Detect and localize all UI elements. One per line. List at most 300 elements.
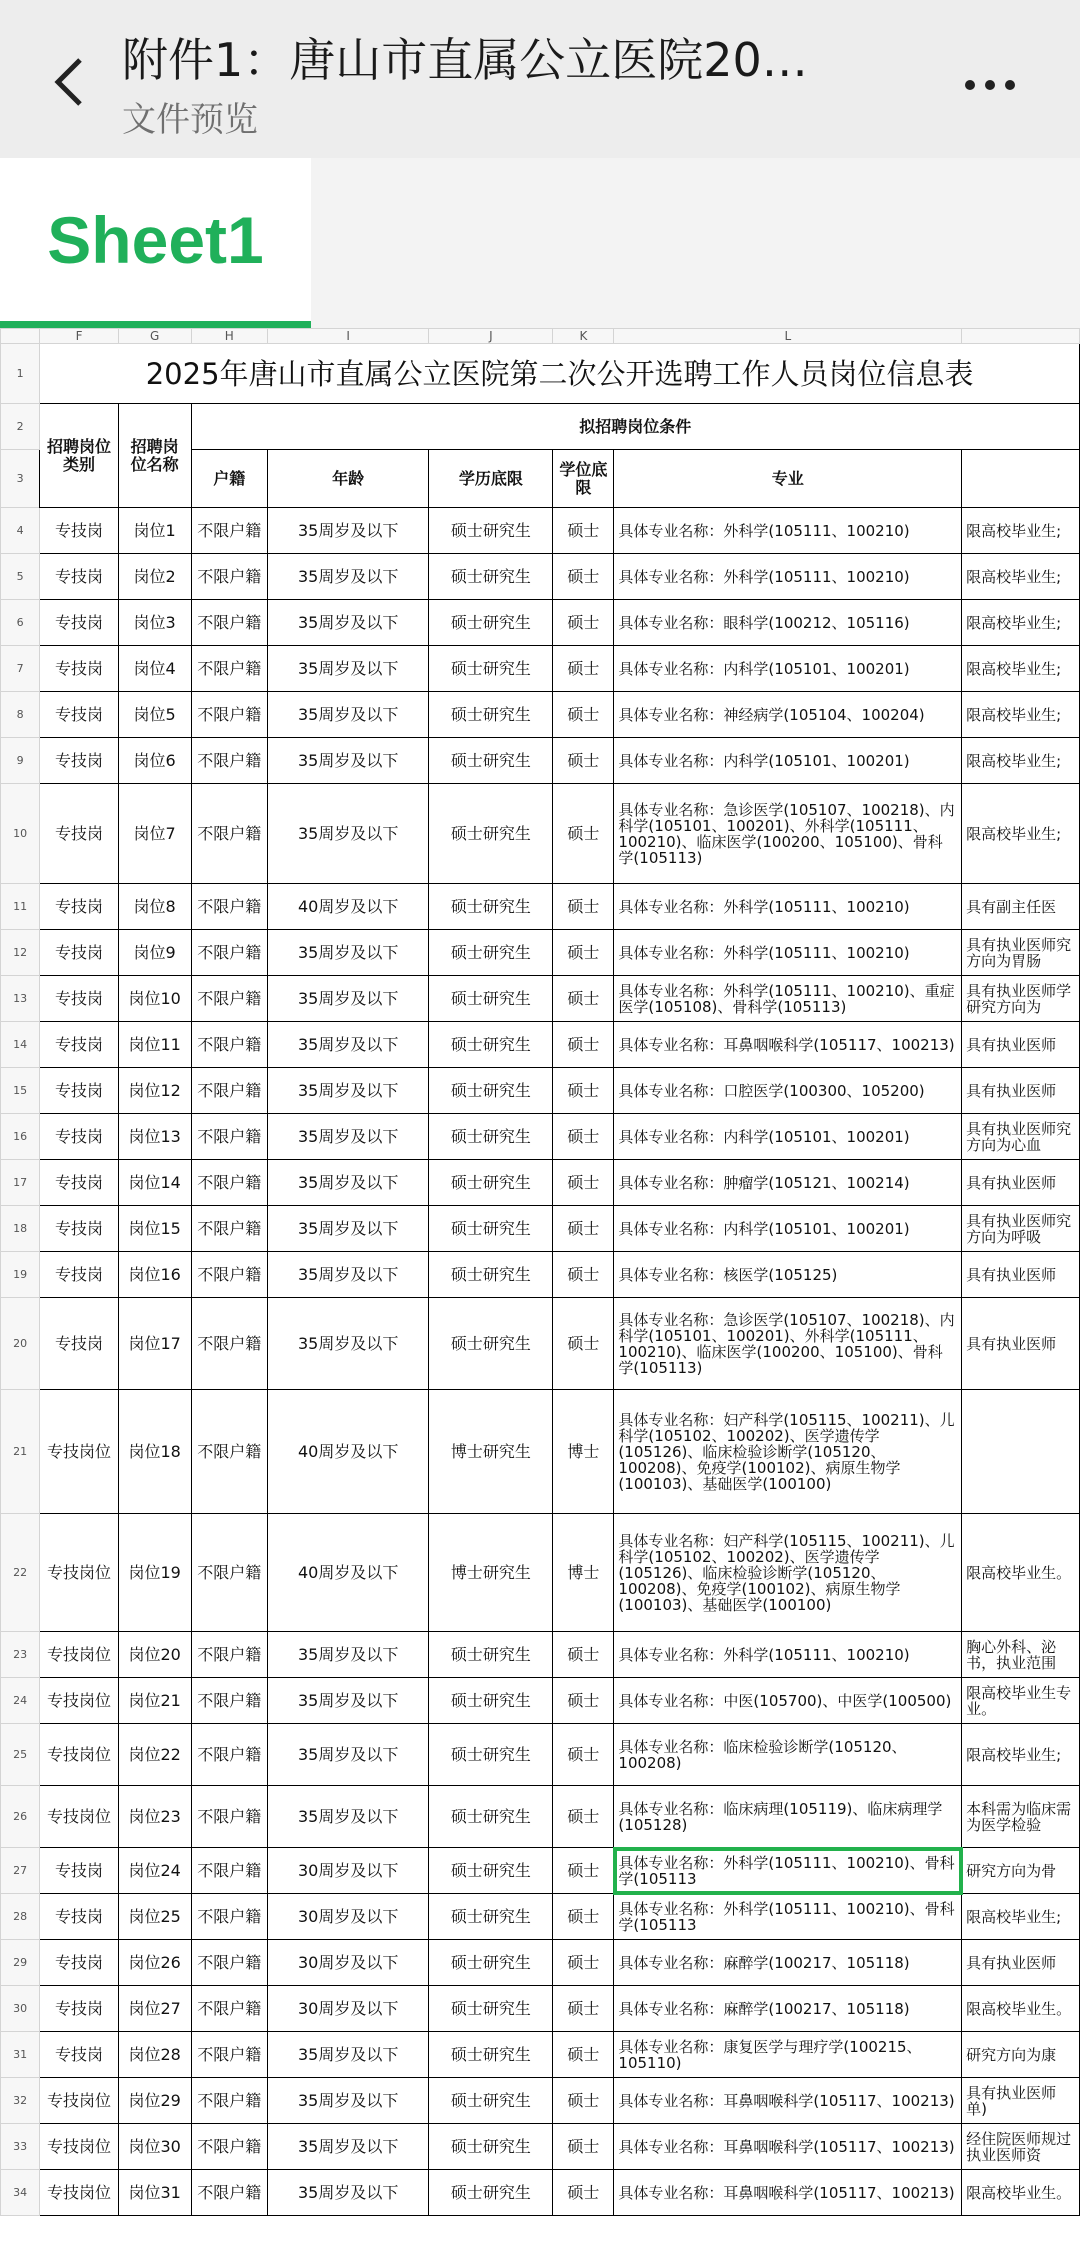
cell-post-name[interactable]: 岗位23: [118, 1786, 191, 1848]
cell-category[interactable]: 专技岗: [40, 884, 118, 930]
cell-education[interactable]: 博士研究生: [429, 1514, 553, 1632]
cell-major[interactable]: 具体专业名称：麻醉学(100217、105118): [614, 1940, 962, 1986]
cell-education[interactable]: 硕士研究生: [429, 508, 553, 554]
cell-post-name[interactable]: 岗位6: [118, 738, 191, 784]
cell-category[interactable]: 专技岗: [40, 600, 118, 646]
cell-residence[interactable]: 不限户籍: [191, 1786, 268, 1848]
cell-other[interactable]: 限高校毕业生;: [962, 508, 1080, 554]
cell-degree[interactable]: 硕士: [553, 738, 614, 784]
cell-residence[interactable]: 不限户籍: [191, 1252, 268, 1298]
row-number[interactable]: 10: [1, 784, 40, 884]
cell-degree[interactable]: 硕士: [553, 1252, 614, 1298]
cell-age[interactable]: 35周岁及以下: [268, 930, 429, 976]
cell-category[interactable]: 专技岗: [40, 646, 118, 692]
column-letter[interactable]: I: [268, 329, 429, 344]
row-number[interactable]: 34: [1, 2170, 40, 2216]
cell-education[interactable]: 硕士研究生: [429, 1114, 553, 1160]
cell-post-name[interactable]: 岗位30: [118, 2124, 191, 2170]
row-number[interactable]: 25: [1, 1724, 40, 1786]
cell-residence[interactable]: 不限户籍: [191, 646, 268, 692]
row-number[interactable]: 26: [1, 1786, 40, 1848]
cell-degree[interactable]: 硕士: [553, 2078, 614, 2124]
cell-category[interactable]: 专技岗位: [40, 2170, 118, 2216]
cell-age[interactable]: 35周岁及以下: [268, 692, 429, 738]
header-degree[interactable]: 学位底限: [553, 450, 614, 508]
header-post-name[interactable]: 招聘岗位名称: [118, 404, 191, 508]
row-number[interactable]: 19: [1, 1252, 40, 1298]
cell-major[interactable]: 具体专业名称：神经病学(105104、100204): [614, 692, 962, 738]
cell-degree[interactable]: 硕士: [553, 930, 614, 976]
spreadsheet-area[interactable]: [0, 328, 1080, 2250]
row-number[interactable]: 9: [1, 738, 40, 784]
cell-age[interactable]: 30周岁及以下: [268, 1894, 429, 1940]
cell-post-name[interactable]: 岗位14: [118, 1160, 191, 1206]
cell-major[interactable]: 具体专业名称：外科学(105111、100210): [614, 554, 962, 600]
cell-degree[interactable]: 硕士: [553, 1940, 614, 1986]
column-letter[interactable]: L: [614, 329, 962, 344]
cell-other[interactable]: 限高校毕业生;: [962, 600, 1080, 646]
cell-education[interactable]: 硕士研究生: [429, 1252, 553, 1298]
cell-major[interactable]: 具体专业名称：耳鼻咽喉科学(105117、100213): [614, 2170, 962, 2216]
cell-other[interactable]: 限高校毕业生;: [962, 1894, 1080, 1940]
cell-other[interactable]: 限高校毕业生;: [962, 784, 1080, 884]
back-arrow-icon[interactable]: [40, 52, 100, 112]
header-major[interactable]: 专业: [614, 450, 962, 508]
cell-age[interactable]: 30周岁及以下: [268, 1986, 429, 2032]
row-number[interactable]: 6: [1, 600, 40, 646]
cell-age[interactable]: 35周岁及以下: [268, 1022, 429, 1068]
cell-age[interactable]: 35周岁及以下: [268, 1252, 429, 1298]
cell-post-name[interactable]: 岗位1: [118, 508, 191, 554]
cell-major[interactable]: 具体专业名称：妇产科学(105115、100211)、儿科学(105102、100202)、医学遗传学(105126)、临床检验诊断学(105120、100208)、免疫学(100102)、病原生物学(100103)、基础医学(100100): [614, 1390, 962, 1514]
cell-other[interactable]: 限高校毕业生。: [962, 1514, 1080, 1632]
cell-other[interactable]: 限高校毕业生;: [962, 738, 1080, 784]
row-number[interactable]: 30: [1, 1986, 40, 2032]
cell-degree[interactable]: 硕士: [553, 1678, 614, 1724]
cell-education[interactable]: 硕士研究生: [429, 784, 553, 884]
header-residence[interactable]: 户籍: [191, 450, 268, 508]
cell-degree[interactable]: 硕士: [553, 646, 614, 692]
cell-age[interactable]: 35周岁及以下: [268, 1724, 429, 1786]
cell-degree[interactable]: 硕士: [553, 692, 614, 738]
row-number[interactable]: 17: [1, 1160, 40, 1206]
cell-post-name[interactable]: 岗位19: [118, 1514, 191, 1632]
cell-degree[interactable]: 博士: [553, 1514, 614, 1632]
row-number[interactable]: 22: [1, 1514, 40, 1632]
cell-degree[interactable]: 硕士: [553, 1786, 614, 1848]
column-letter[interactable]: K: [553, 329, 614, 344]
cell-major[interactable]: 具体专业名称：耳鼻咽喉科学(105117、100213): [614, 1022, 962, 1068]
cell-education[interactable]: 硕士研究生: [429, 1786, 553, 1848]
cell-major[interactable]: 具体专业名称：内科学(105101、100201): [614, 646, 962, 692]
cell-education[interactable]: 硕士研究生: [429, 1160, 553, 1206]
cell-residence[interactable]: 不限户籍: [191, 1514, 268, 1632]
cell-major[interactable]: 具体专业名称：眼科学(100212、105116): [614, 600, 962, 646]
row-number[interactable]: 8: [1, 692, 40, 738]
cell-major[interactable]: 具体专业名称：外科学(105111、100210)、骨科学(105113: [614, 1848, 962, 1894]
row-number[interactable]: 13: [1, 976, 40, 1022]
cell-other[interactable]: 具有副主任医: [962, 884, 1080, 930]
cell-degree[interactable]: 硕士: [553, 1114, 614, 1160]
cell-residence[interactable]: 不限户籍: [191, 1848, 268, 1894]
cell-post-name[interactable]: 岗位25: [118, 1894, 191, 1940]
cell-education[interactable]: 硕士研究生: [429, 2078, 553, 2124]
cell-major[interactable]: 具体专业名称：麻醉学(100217、105118): [614, 1986, 962, 2032]
row-number[interactable]: 33: [1, 2124, 40, 2170]
row-number[interactable]: 4: [1, 508, 40, 554]
cell-education[interactable]: 硕士研究生: [429, 1068, 553, 1114]
cell-post-name[interactable]: 岗位10: [118, 976, 191, 1022]
cell-education[interactable]: 硕士研究生: [429, 1298, 553, 1390]
cell-major[interactable]: 具体专业名称：康复医学与理疗学(100215、105110): [614, 2032, 962, 2078]
cell-age[interactable]: 40周岁及以下: [268, 1390, 429, 1514]
cell-degree[interactable]: 硕士: [553, 1848, 614, 1894]
cell-degree[interactable]: 硕士: [553, 600, 614, 646]
cell-category[interactable]: 专技岗: [40, 1252, 118, 1298]
cell-major[interactable]: 具体专业名称：外科学(105111、100210): [614, 1632, 962, 1678]
cell-age[interactable]: 40周岁及以下: [268, 884, 429, 930]
cell-other[interactable]: 限高校毕业生;: [962, 554, 1080, 600]
cell-education[interactable]: 硕士研究生: [429, 2032, 553, 2078]
header-age[interactable]: 年龄: [268, 450, 429, 508]
tab-sheet1[interactable]: [0, 158, 311, 324]
column-letter[interactable]: F: [40, 329, 118, 344]
cell-education[interactable]: 硕士研究生: [429, 976, 553, 1022]
cell-education[interactable]: 硕士研究生: [429, 692, 553, 738]
cell-residence[interactable]: 不限户籍: [191, 1298, 268, 1390]
cell-residence[interactable]: 不限户籍: [191, 1986, 268, 2032]
cell-major[interactable]: 具体专业名称：肿瘤学(105121、100214): [614, 1160, 962, 1206]
row-number[interactable]: 31: [1, 2032, 40, 2078]
more-dots-icon[interactable]: [960, 70, 1020, 100]
cell-residence[interactable]: 不限户籍: [191, 2124, 268, 2170]
cell-degree[interactable]: 硕士: [553, 1894, 614, 1940]
cell-major[interactable]: 具体专业名称：急诊医学(105107、100218)、内科学(105101、100201)、外科学(105111、100210)、临床医学(100200、105100)、骨科学(105113): [614, 784, 962, 884]
cell-education[interactable]: 硕士研究生: [429, 738, 553, 784]
cell-degree[interactable]: 硕士: [553, 1298, 614, 1390]
cell-other[interactable]: 具有执业医师: [962, 1068, 1080, 1114]
cell-education[interactable]: 硕士研究生: [429, 1724, 553, 1786]
cell-post-name[interactable]: 岗位9: [118, 930, 191, 976]
cell-degree[interactable]: 硕士: [553, 2124, 614, 2170]
cell-residence[interactable]: 不限户籍: [191, 1206, 268, 1252]
cell-other[interactable]: 研究方向为康: [962, 2032, 1080, 2078]
cell-residence[interactable]: 不限户籍: [191, 1068, 268, 1114]
cell-other[interactable]: 具有执业医师: [962, 1252, 1080, 1298]
cell-age[interactable]: 30周岁及以下: [268, 1940, 429, 1986]
cell-residence[interactable]: 不限户籍: [191, 1724, 268, 1786]
row-number[interactable]: 2: [1, 404, 40, 450]
cell-education[interactable]: 硕士研究生: [429, 1940, 553, 1986]
cell-post-name[interactable]: 岗位28: [118, 2032, 191, 2078]
cell-category[interactable]: 专技岗位: [40, 1390, 118, 1514]
cell-other[interactable]: 限高校毕业生。: [962, 2170, 1080, 2216]
cell-category[interactable]: 专技岗: [40, 930, 118, 976]
cell-age[interactable]: 35周岁及以下: [268, 976, 429, 1022]
cell-post-name[interactable]: 岗位13: [118, 1114, 191, 1160]
cell-category[interactable]: 专技岗位: [40, 2078, 118, 2124]
cell-age[interactable]: 35周岁及以下: [268, 600, 429, 646]
header-other[interactable]: [962, 450, 1080, 508]
cell-category[interactable]: 专技岗: [40, 554, 118, 600]
cell-education[interactable]: 硕士研究生: [429, 1848, 553, 1894]
row-number[interactable]: 7: [1, 646, 40, 692]
row-number[interactable]: 28: [1, 1894, 40, 1940]
cell-post-name[interactable]: 岗位4: [118, 646, 191, 692]
cell-age[interactable]: 35周岁及以下: [268, 1786, 429, 1848]
header-category[interactable]: 招聘岗位类别: [40, 404, 118, 508]
row-number[interactable]: 24: [1, 1678, 40, 1724]
cell-post-name[interactable]: 岗位16: [118, 1252, 191, 1298]
cell-education[interactable]: 硕士研究生: [429, 884, 553, 930]
row-number[interactable]: 23: [1, 1632, 40, 1678]
cell-age[interactable]: 35周岁及以下: [268, 2078, 429, 2124]
cell-post-name[interactable]: 岗位21: [118, 1678, 191, 1724]
cell-degree[interactable]: 硕士: [553, 2032, 614, 2078]
cell-degree[interactable]: 硕士: [553, 1160, 614, 1206]
cell-category[interactable]: 专技岗: [40, 1986, 118, 2032]
cell-major[interactable]: 具体专业名称：核医学(105125): [614, 1252, 962, 1298]
cell-other[interactable]: [962, 1390, 1080, 1514]
cell-category[interactable]: 专技岗: [40, 692, 118, 738]
cell-category[interactable]: 专技岗位: [40, 1514, 118, 1632]
cell-category[interactable]: 专技岗位: [40, 1632, 118, 1678]
row-number[interactable]: 20: [1, 1298, 40, 1390]
cell-category[interactable]: 专技岗: [40, 1940, 118, 1986]
cell-post-name[interactable]: 岗位3: [118, 600, 191, 646]
cell-post-name[interactable]: 岗位29: [118, 2078, 191, 2124]
cell-category[interactable]: 专技岗位: [40, 1678, 118, 1724]
row-number[interactable]: 18: [1, 1206, 40, 1252]
sheet-title[interactable]: 2025年唐山市直属公立医院第二次公开选聘工作人员岗位信息表: [40, 344, 1080, 404]
cell-education[interactable]: 硕士研究生: [429, 2170, 553, 2216]
cell-residence[interactable]: 不限户籍: [191, 1160, 268, 1206]
cell-other[interactable]: 具有执业医师究方向为心血: [962, 1114, 1080, 1160]
cell-other[interactable]: 限高校毕业生。: [962, 1986, 1080, 2032]
cell-post-name[interactable]: 岗位17: [118, 1298, 191, 1390]
cell-category[interactable]: 专技岗: [40, 1068, 118, 1114]
row-number[interactable]: 11: [1, 884, 40, 930]
cell-degree[interactable]: 硕士: [553, 554, 614, 600]
cell-other[interactable]: 具有执业医师: [962, 1160, 1080, 1206]
row-number[interactable]: 15: [1, 1068, 40, 1114]
cell-other[interactable]: 具有执业医师: [962, 1940, 1080, 1986]
cell-other[interactable]: 具有执业医师单): [962, 2078, 1080, 2124]
cell-post-name[interactable]: 岗位2: [118, 554, 191, 600]
cell-post-name[interactable]: 岗位26: [118, 1940, 191, 1986]
cell-degree[interactable]: 硕士: [553, 1068, 614, 1114]
row-number[interactable]: 14: [1, 1022, 40, 1068]
cell-other[interactable]: 经住院医师规过执业医师资: [962, 2124, 1080, 2170]
cell-residence[interactable]: 不限户籍: [191, 1390, 268, 1514]
cell-age[interactable]: 30周岁及以下: [268, 1848, 429, 1894]
cell-education[interactable]: 博士研究生: [429, 1390, 553, 1514]
cell-other[interactable]: 限高校毕业生;: [962, 1724, 1080, 1786]
cell-post-name[interactable]: 岗位5: [118, 692, 191, 738]
cell-post-name[interactable]: 岗位11: [118, 1022, 191, 1068]
cell-category[interactable]: 专技岗: [40, 1206, 118, 1252]
cell-residence[interactable]: 不限户籍: [191, 508, 268, 554]
row-number[interactable]: 27: [1, 1848, 40, 1894]
cell-residence[interactable]: 不限户籍: [191, 600, 268, 646]
cell-major[interactable]: 具体专业名称：中医(105700)、中医学(100500): [614, 1678, 962, 1724]
cell-post-name[interactable]: 岗位20: [118, 1632, 191, 1678]
cell-residence[interactable]: 不限户籍: [191, 784, 268, 884]
cell-residence[interactable]: 不限户籍: [191, 554, 268, 600]
cell-category[interactable]: 专技岗位: [40, 1724, 118, 1786]
cell-major[interactable]: 具体专业名称：外科学(105111、100210): [614, 884, 962, 930]
cell-category[interactable]: 专技岗: [40, 1848, 118, 1894]
cell-residence[interactable]: 不限户籍: [191, 2078, 268, 2124]
cell-education[interactable]: 硕士研究生: [429, 2124, 553, 2170]
cell-category[interactable]: 专技岗: [40, 508, 118, 554]
cell-post-name[interactable]: 岗位15: [118, 1206, 191, 1252]
cell-age[interactable]: 35周岁及以下: [268, 508, 429, 554]
cell-age[interactable]: 35周岁及以下: [268, 1632, 429, 1678]
cell-major[interactable]: 具体专业名称：口腔医学(100300、105200): [614, 1068, 962, 1114]
cell-other[interactable]: 具有执业医师究方向为呼吸: [962, 1206, 1080, 1252]
cell-education[interactable]: 硕士研究生: [429, 1986, 553, 2032]
cell-major[interactable]: 具体专业名称：急诊医学(105107、100218)、内科学(105101、100201)、外科学(105111、100210)、临床医学(100200、105100)、骨科学(105113): [614, 1298, 962, 1390]
cell-age[interactable]: 35周岁及以下: [268, 2124, 429, 2170]
cell-residence[interactable]: 不限户籍: [191, 1114, 268, 1160]
cell-residence[interactable]: 不限户籍: [191, 884, 268, 930]
cell-degree[interactable]: 硕士: [553, 784, 614, 884]
cell-other[interactable]: 具有执业医师学研究方向为: [962, 976, 1080, 1022]
row-number[interactable]: 16: [1, 1114, 40, 1160]
cell-education[interactable]: 硕士研究生: [429, 600, 553, 646]
cell-degree[interactable]: 硕士: [553, 1206, 614, 1252]
cell-major[interactable]: 具体专业名称：内科学(105101、100201): [614, 738, 962, 784]
cell-post-name[interactable]: 岗位31: [118, 2170, 191, 2216]
cell-degree[interactable]: 硕士: [553, 976, 614, 1022]
cell-residence[interactable]: 不限户籍: [191, 2170, 268, 2216]
cell-age[interactable]: 35周岁及以下: [268, 1678, 429, 1724]
row-number[interactable]: 12: [1, 930, 40, 976]
cell-category[interactable]: 专技岗: [40, 1298, 118, 1390]
cell-education[interactable]: 硕士研究生: [429, 1022, 553, 1068]
row-number[interactable]: 21: [1, 1390, 40, 1514]
cell-category[interactable]: 专技岗: [40, 784, 118, 884]
row-number[interactable]: 5: [1, 554, 40, 600]
cell-age[interactable]: 35周岁及以下: [268, 2032, 429, 2078]
cell-major[interactable]: 具体专业名称：耳鼻咽喉科学(105117、100213): [614, 2078, 962, 2124]
cell-age[interactable]: 35周岁及以下: [268, 2170, 429, 2216]
cell-residence[interactable]: 不限户籍: [191, 1678, 268, 1724]
cell-other[interactable]: 胸心外科、泌书，执业范围: [962, 1632, 1080, 1678]
cell-post-name[interactable]: 岗位27: [118, 1986, 191, 2032]
cell-other[interactable]: 具有执业医师究方向为胃肠: [962, 930, 1080, 976]
cell-other[interactable]: 限高校毕业生;: [962, 646, 1080, 692]
cell-residence[interactable]: 不限户籍: [191, 692, 268, 738]
cell-category[interactable]: 专技岗: [40, 2032, 118, 2078]
cell-post-name[interactable]: 岗位18: [118, 1390, 191, 1514]
cell-education[interactable]: 硕士研究生: [429, 1206, 553, 1252]
cell-degree[interactable]: 硕士: [553, 1022, 614, 1068]
cell-education[interactable]: 硕士研究生: [429, 1894, 553, 1940]
cell-degree[interactable]: 硕士: [553, 1632, 614, 1678]
cell-degree[interactable]: 硕士: [553, 884, 614, 930]
cell-post-name[interactable]: 岗位7: [118, 784, 191, 884]
cell-residence[interactable]: 不限户籍: [191, 976, 268, 1022]
cell-education[interactable]: 硕士研究生: [429, 930, 553, 976]
cell-category[interactable]: 专技岗: [40, 1894, 118, 1940]
cell-category[interactable]: 专技岗位: [40, 2124, 118, 2170]
cell-post-name[interactable]: 岗位24: [118, 1848, 191, 1894]
cell-age[interactable]: 35周岁及以下: [268, 554, 429, 600]
cell-age[interactable]: 35周岁及以下: [268, 1206, 429, 1252]
cell-residence[interactable]: 不限户籍: [191, 738, 268, 784]
cell-major[interactable]: 具体专业名称：内科学(105101、100201): [614, 1206, 962, 1252]
cell-major[interactable]: 具体专业名称：耳鼻咽喉科学(105117、100213): [614, 2124, 962, 2170]
cell-category[interactable]: 专技岗位: [40, 1786, 118, 1848]
cell-age[interactable]: 35周岁及以下: [268, 1068, 429, 1114]
cell-degree[interactable]: 硕士: [553, 1986, 614, 2032]
cell-major[interactable]: 具体专业名称：内科学(105101、100201): [614, 1114, 962, 1160]
cell-residence[interactable]: 不限户籍: [191, 1940, 268, 1986]
header-education[interactable]: 学历底限: [429, 450, 553, 508]
cell-residence[interactable]: 不限户籍: [191, 1894, 268, 1940]
cell-other[interactable]: 限高校毕业生;: [962, 692, 1080, 738]
cell-post-name[interactable]: 岗位22: [118, 1724, 191, 1786]
cell-age[interactable]: 35周岁及以下: [268, 1160, 429, 1206]
row-number[interactable]: 1: [1, 344, 40, 404]
cell-degree[interactable]: 硕士: [553, 1724, 614, 1786]
cell-category[interactable]: 专技岗: [40, 1022, 118, 1068]
cell-education[interactable]: 硕士研究生: [429, 1678, 553, 1724]
cell-other[interactable]: 限高校毕业生专业。: [962, 1678, 1080, 1724]
cell-age[interactable]: 35周岁及以下: [268, 1114, 429, 1160]
cell-major[interactable]: 具体专业名称：外科学(105111、100210)、骨科学(105113: [614, 1894, 962, 1940]
cell-category[interactable]: 专技岗: [40, 1114, 118, 1160]
cell-age[interactable]: 40周岁及以下: [268, 1514, 429, 1632]
cell-other[interactable]: 具有执业医师: [962, 1298, 1080, 1390]
cell-residence[interactable]: 不限户籍: [191, 1022, 268, 1068]
cell-degree[interactable]: 博士: [553, 1390, 614, 1514]
cell-category[interactable]: 专技岗: [40, 1160, 118, 1206]
cell-residence[interactable]: 不限户籍: [191, 1632, 268, 1678]
row-number[interactable]: 3: [1, 450, 40, 508]
cell-category[interactable]: 专技岗: [40, 976, 118, 1022]
row-number[interactable]: 29: [1, 1940, 40, 1986]
cell-degree[interactable]: 硕士: [553, 2170, 614, 2216]
cell-age[interactable]: 35周岁及以下: [268, 784, 429, 884]
cell-category[interactable]: 专技岗: [40, 738, 118, 784]
cell-major[interactable]: 具体专业名称：外科学(105111、100210): [614, 930, 962, 976]
column-letter[interactable]: G: [118, 329, 191, 344]
row-number[interactable]: 32: [1, 2078, 40, 2124]
cell-residence[interactable]: 不限户籍: [191, 930, 268, 976]
cell-education[interactable]: 硕士研究生: [429, 554, 553, 600]
cell-major[interactable]: 具体专业名称：临床检验诊断学(105120、100208): [614, 1724, 962, 1786]
cell-other[interactable]: 研究方向为骨: [962, 1848, 1080, 1894]
cell-other[interactable]: 具有执业医师: [962, 1022, 1080, 1068]
cell-major[interactable]: 具体专业名称：外科学(105111、100210): [614, 508, 962, 554]
column-letter[interactable]: J: [429, 329, 553, 344]
cell-major[interactable]: 具体专业名称：外科学(105111、100210)、重症医学(105108)、骨科学(105113): [614, 976, 962, 1022]
cell-residence[interactable]: 不限户籍: [191, 2032, 268, 2078]
header-conditions[interactable]: 拟招聘岗位条件: [191, 404, 1079, 450]
cell-post-name[interactable]: 岗位8: [118, 884, 191, 930]
column-letter[interactable]: H: [191, 329, 268, 344]
cell-age[interactable]: 35周岁及以下: [268, 1298, 429, 1390]
cell-other[interactable]: 本科需为临床需为医学检验: [962, 1786, 1080, 1848]
cell-major[interactable]: 具体专业名称：妇产科学(105115、100211)、儿科学(105102、100202)、医学遗传学(105126)、临床检验诊断学(105120、100208)、免疫学(100102)、病原生物学(100103)、基础医学(100100): [614, 1514, 962, 1632]
cell-education[interactable]: 硕士研究生: [429, 1632, 553, 1678]
cell-post-name[interactable]: 岗位12: [118, 1068, 191, 1114]
column-letter[interactable]: [962, 329, 1080, 344]
cell-age[interactable]: 35周岁及以下: [268, 738, 429, 784]
